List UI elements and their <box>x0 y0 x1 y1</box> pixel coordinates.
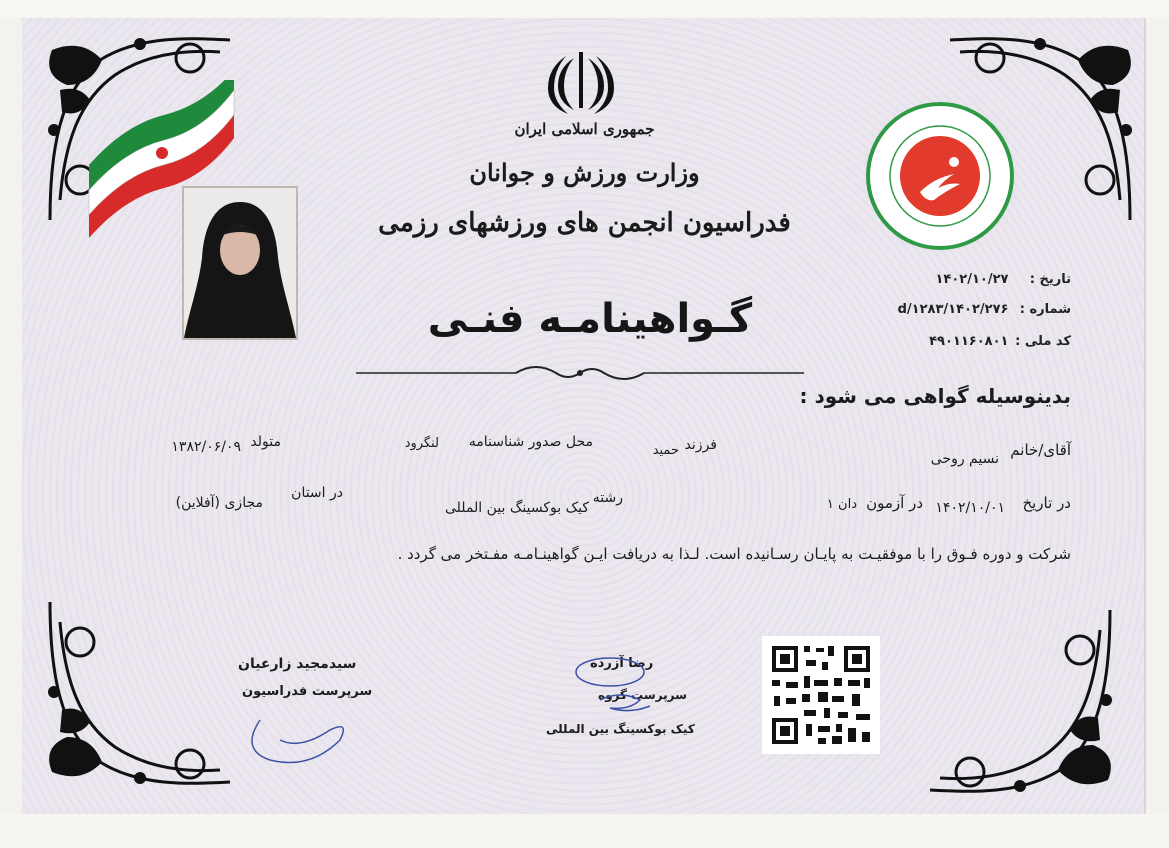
signatory-middle-field: کیک بوکسینگ بین المللی <box>546 722 695 736</box>
child-of-label: فرزند <box>684 437 717 453</box>
signatory-left-title: سرپرست فدراسیون <box>242 684 373 699</box>
signatory-left-name: سیدمجید زارعیان <box>238 656 357 672</box>
signature-left-icon <box>240 690 360 770</box>
intro-text: بدینوسیله گواهی می شود : <box>799 384 1071 408</box>
father-name: حمید <box>652 443 679 458</box>
federation-seal-icon <box>864 100 1016 252</box>
closing-text: شرکت و دوره فـوق را با موفقیـت به پایـان رسـانیده است. لـذا به دریافت ایـن گواهینـامـه مفـتخر می گردد . <box>397 545 1071 563</box>
exam-date: ۱۴۰۲/۱۰/۰۱ <box>935 500 1005 516</box>
on-date-label: در تاریخ <box>1022 494 1071 512</box>
holder-photo <box>182 186 298 340</box>
meta-date-row <box>935 272 1071 287</box>
certificate-title: گـواهینامـه فنـی <box>427 296 753 342</box>
portrait-image-icon <box>184 188 296 338</box>
id-place-label: محل صدور شناسنامه <box>468 434 593 450</box>
meta-national-id-row <box>929 334 1071 349</box>
exam-label: در آزمون <box>866 494 923 512</box>
national-id-label: کد ملی : <box>1015 334 1071 349</box>
province-label: در استان <box>291 485 343 501</box>
federation-name: فدراسیون انجمن های ورزشهای رزمی <box>378 208 791 238</box>
ministry-name: وزارت ورزش و جوانان <box>469 158 700 187</box>
number-label: شماره : <box>1019 302 1071 317</box>
scan-bottom-strip <box>0 814 1169 848</box>
scan-top-strip <box>0 0 1169 18</box>
ornament-corner-bottom-left-icon <box>40 592 240 792</box>
meta-number-row <box>898 302 1071 317</box>
field-label: رشته <box>592 490 623 506</box>
born-date: ۱۳۸۲/۰۶/۰۹ <box>171 439 241 455</box>
signature-middle-icon <box>570 650 670 730</box>
dan-level: دان ۱ <box>826 497 857 512</box>
born-label: متولد <box>250 434 281 450</box>
national-emblem-icon <box>546 48 616 116</box>
signatory-middle-title: سرپرست گروه <box>598 688 687 702</box>
holder-name: نسیم روحی <box>930 451 999 467</box>
qr-code-icon <box>762 636 880 754</box>
date-value: ۱۴۰۲/۱۰/۲۷ <box>935 272 1009 287</box>
date-label: تاریخ : <box>1029 272 1071 287</box>
signatory-middle-name: رضا آزرده <box>590 656 654 671</box>
number-value: ۱۴۰۲/۲۷۶/d/۱۲۸۳ <box>897 302 1009 317</box>
id-place: لنگرود <box>404 436 439 451</box>
country-name: جمهوری اسلامی ایران <box>514 120 655 138</box>
mr-mrs-label: آقای/خانم <box>1010 441 1071 459</box>
field-name: کیک بوکسینگ بین المللی <box>445 500 589 516</box>
province-name: مجازی (آفلاین) <box>175 495 263 511</box>
national-id-value: ۴۹۰۱۱۶۰۸۰۱ <box>929 334 1009 349</box>
ornament-corner-bottom-right-icon <box>920 600 1120 800</box>
ornamental-divider-icon <box>356 362 804 384</box>
